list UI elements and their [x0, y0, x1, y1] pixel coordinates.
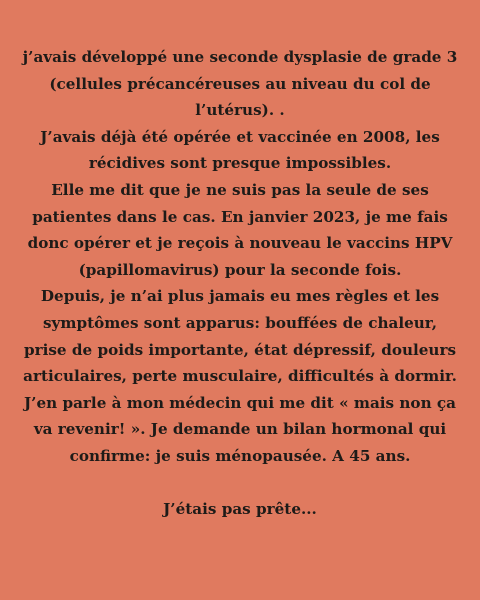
text-line: patientes dans le cas. En janvier 2023, je me fais: [32, 207, 448, 226]
text-line: confirme: je suis ménopausée. A 45 ans.: [69, 446, 411, 465]
paragraph-gap: [20, 470, 460, 497]
text-line: J’en parle à mon médecin qui me dit « mais non ça: [24, 393, 456, 412]
text-line: prise de poids importante, état dépressif, douleurs: [23, 340, 457, 359]
text-line: symptômes sont apparus: bouffées de chaleur,: [43, 313, 437, 332]
text-line: va revenir! ». Je demande un bilan hormonal qui: [33, 420, 447, 439]
text-line: (papillomavirus) pour la seconde fois.: [78, 260, 402, 279]
text-line: (cellules précancéreuses au niveau du col de: [49, 74, 431, 93]
text-line: Depuis, je n’ai plus jamais eu mes règles et les: [40, 287, 440, 306]
text-line: J’avais déjà été opérée et vaccinée en 2008, les: [40, 127, 440, 146]
text-line: j’avais développé une seconde dysplasie de grade 3: [22, 48, 458, 66]
story-text: [20, 44, 460, 523]
text-line: Elle me dit que je ne suis pas la seule de ses: [51, 180, 429, 199]
text-line: donc opérer et je reçois à nouveau le vaccins HPV: [27, 234, 453, 253]
closing-line: J’étais pas prête...: [163, 500, 317, 519]
text-line: articulaires, perte musculaire, difficultés à dormir.: [23, 367, 457, 386]
text-line: récidives sont presque impossibles.: [88, 154, 392, 173]
text-line: l’utérus). .: [195, 101, 285, 120]
